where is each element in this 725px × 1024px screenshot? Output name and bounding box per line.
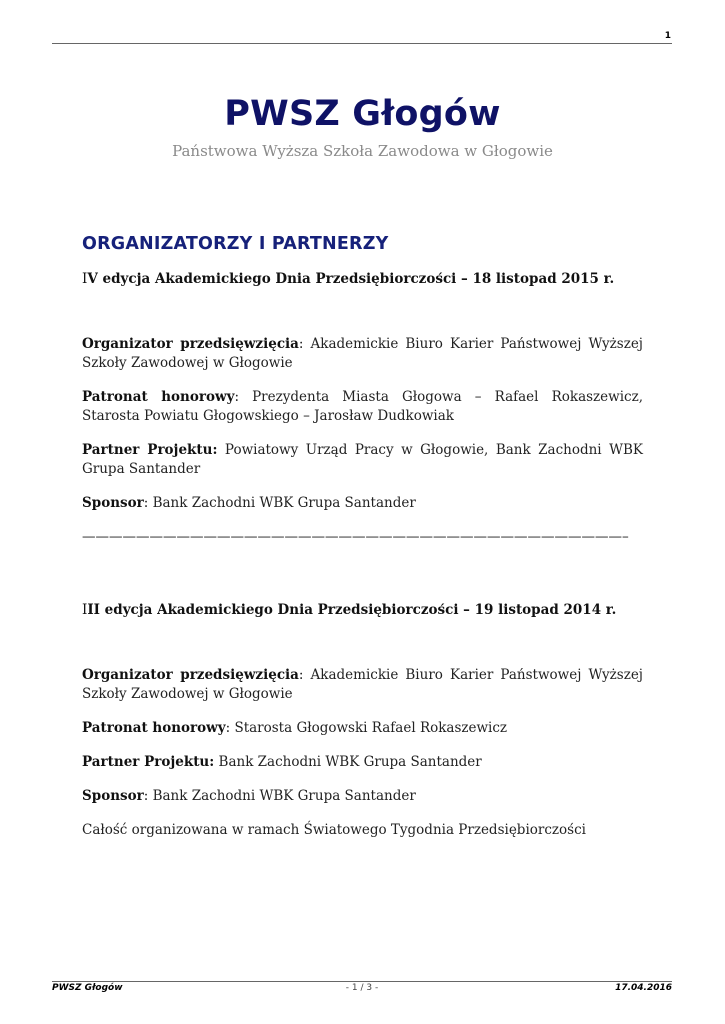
footer-date: 17.04.2016 <box>615 983 672 993</box>
footer-page-counter: - 1 / 3 - <box>345 983 379 993</box>
organizer-paragraph <box>82 666 643 704</box>
article-content <box>82 234 643 840</box>
sponsor-text: : Bank Zachodni WBK Grupa Santander <box>143 495 416 511</box>
site-title[interactable]: PWSZ Głogów <box>224 94 501 134</box>
edition-title-text: V edycja Akademickiego Dnia Przedsiębiorczości – 18 listopad 2015 r. <box>87 271 615 287</box>
patronage-paragraph <box>82 388 643 426</box>
sponsor-paragraph <box>82 494 643 513</box>
partner-text: Bank Zachodni WBK Grupa Santander <box>214 754 482 770</box>
page-number: 1 <box>664 31 671 41</box>
site-subtitle: Państwowa Wyższa Szkoła Zawodowa w Głogowie <box>172 142 553 160</box>
organizer-label: Organizator przedsięwzięcia <box>82 336 299 352</box>
footer-site-name: PWSZ Głogów <box>52 983 123 993</box>
patronage-label: Patronat honorowy <box>82 389 235 405</box>
partner-paragraph <box>82 441 643 479</box>
edition-title-prefix: I <box>82 271 88 287</box>
organizer-text: : Akademickie Biuro Karier Państwowej Wyższej Szkoły Zawodowej w Głogowie <box>82 336 643 371</box>
header-rule <box>52 43 672 44</box>
partner-label: Partner Projektu: <box>82 442 218 458</box>
organizer-text: : Akademickie Biuro Karier Państwowej Wyższej Szkoły Zawodowej w Głogowie <box>82 667 643 702</box>
sponsor-paragraph <box>82 787 643 806</box>
separator-line: ————————————————————————————————————————– <box>82 529 629 545</box>
edition-title <box>82 602 643 618</box>
partner-label: Partner Projektu: <box>82 754 215 770</box>
patronage-label: Patronat honorowy <box>82 720 226 736</box>
patronage-text: : Starosta Głogowski Rafael Rokaszewicz <box>225 720 508 736</box>
sponsor-label: Sponsor <box>82 495 144 511</box>
note-paragraph: Całość organizowana w ramach Światowego Tygodnia Przedsiębiorczości <box>82 822 586 838</box>
patronage-paragraph <box>82 719 643 738</box>
edition-title-prefix: I <box>82 602 88 618</box>
partner-paragraph <box>82 753 643 772</box>
footer <box>52 983 672 997</box>
edition-title-text: II edycja Akademickiego Dnia Przedsiębiorczości – 19 listopad 2014 r. <box>87 602 617 618</box>
organizer-label: Organizator przedsięwzięcia <box>82 667 299 683</box>
edition-title <box>82 271 643 287</box>
partner-text: Powiatowy Urząd Pracy w Głogowie, Bank Zachodni WBK Grupa Santander <box>82 442 643 477</box>
patronage-text: : Prezydenta Miasta Głogowa – Rafael Rokaszewicz, Starosta Powiatu Głogowskiego – Jarosław Dudkowiak <box>82 389 643 424</box>
organizer-paragraph <box>82 335 643 373</box>
footer-rule <box>52 981 672 982</box>
page-heading: ORGANIZATORZY I PARTNERZY <box>82 234 389 254</box>
sponsor-label: Sponsor <box>82 788 144 804</box>
sponsor-text: : Bank Zachodni WBK Grupa Santander <box>143 788 416 804</box>
